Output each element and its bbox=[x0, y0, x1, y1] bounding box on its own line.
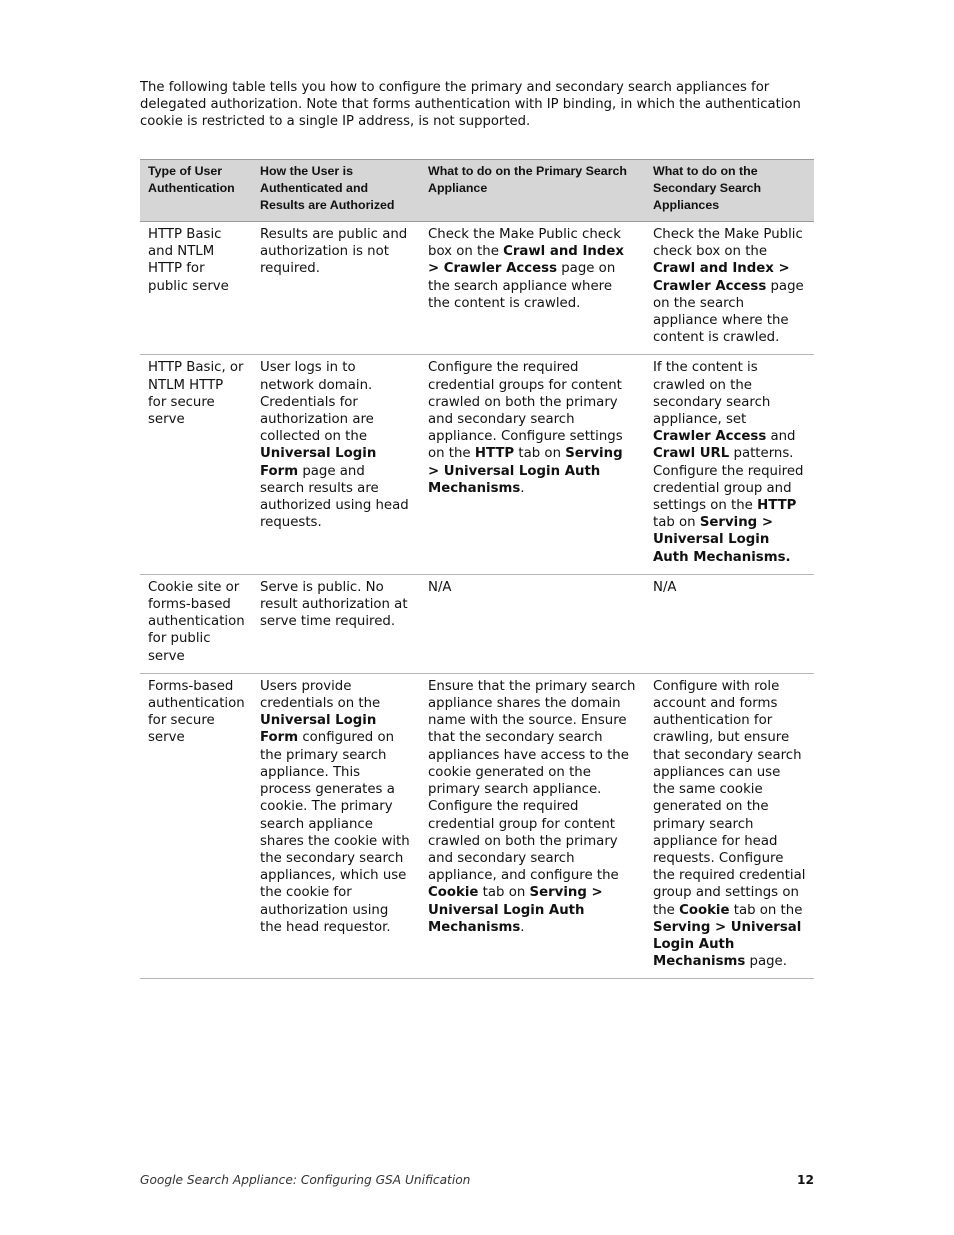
bold-ui-term: Crawl and Index > Crawler Access bbox=[653, 261, 790, 294]
table-row bbox=[140, 574, 814, 673]
cell-primary-action bbox=[420, 222, 645, 355]
table-row bbox=[140, 222, 814, 355]
text-run: page and search results are authorized using head requests. bbox=[260, 463, 409, 531]
authorization-table bbox=[140, 159, 814, 979]
cell-how-authenticated bbox=[252, 222, 420, 355]
text-run: N/A bbox=[428, 579, 452, 595]
bold-ui-term: Crawl and Index > Crawler Access bbox=[428, 244, 624, 277]
cell-auth-type: Forms-based authentication for secure serve bbox=[140, 673, 252, 978]
text-run: tab on bbox=[478, 885, 530, 901]
table-body bbox=[140, 222, 814, 979]
cell-secondary-action bbox=[645, 222, 814, 355]
cell-auth-type: Cookie site or forms-based authentication for public serve bbox=[140, 574, 252, 673]
text-run: page on the search appliance where the content is crawled. bbox=[428, 261, 616, 311]
text-run: If the content is crawled on the secondary search appliance, set bbox=[653, 360, 771, 428]
text-run: Serve is public. No result authorization at serve time required. bbox=[260, 579, 408, 630]
text-run: Configure the required credential groups for content crawled on both the primary and secondary search appliance. Configure settings on the bbox=[428, 360, 623, 462]
text-run: Check the Make Public check box on the bbox=[653, 227, 803, 260]
text-run: tab on the bbox=[729, 902, 803, 918]
bold-ui-term: Universal Login Form bbox=[260, 713, 377, 746]
text-run: configured on the primary search appliance. This process generates a cookie. The primary search appliance shares the cookie with the secondary search appliances, which use the cookie for authorization using the head requestor. bbox=[260, 730, 410, 935]
bold-ui-term: Crawler Access bbox=[653, 429, 767, 445]
text-run: page. bbox=[745, 954, 787, 970]
bold-ui-term: Crawl URL bbox=[653, 446, 730, 462]
cell-primary-action bbox=[420, 673, 645, 978]
text-run: Check the Make Public check box on the bbox=[428, 227, 621, 260]
cell-primary-action bbox=[420, 574, 645, 673]
bold-ui-term: Serving > Universal Login Auth Mechanisms bbox=[428, 446, 623, 496]
cell-auth-type: HTTP Basic, or NTLM HTTP for secure serve bbox=[140, 355, 252, 574]
text-run: User logs in to network domain. Credentials for authorization are collected on the bbox=[260, 360, 374, 445]
table-row bbox=[140, 355, 814, 574]
footer-page-number: 12 bbox=[797, 1173, 814, 1187]
bold-ui-term: HTTP bbox=[474, 446, 515, 462]
text-run: . bbox=[520, 480, 525, 496]
text-run: and bbox=[766, 429, 796, 445]
text-run: N/A bbox=[653, 579, 677, 595]
cell-secondary-action bbox=[645, 355, 814, 574]
text-run: Results are public and authorization is not required. bbox=[260, 227, 408, 277]
header-primary-appliance: What to do on the Primary Search Appliance bbox=[420, 160, 645, 222]
cell-how-authenticated bbox=[252, 574, 420, 673]
text-run: Configure with role account and forms authentication for crawling, but ensure that secondary search appliances can use the same cookie generated on the primary search appliance for head requests. Configure the required credential group and settings on the bbox=[653, 678, 806, 918]
cell-secondary-action bbox=[645, 673, 814, 978]
cell-secondary-action bbox=[645, 574, 814, 673]
text-run: page on the search appliance where the content is crawled. bbox=[653, 278, 804, 346]
cell-how-authenticated bbox=[252, 673, 420, 978]
header-type-of-user-authentication: Type of User Authentication bbox=[140, 160, 252, 222]
header-secondary-appliances: What to do on the Secondary Search Appliances bbox=[645, 160, 814, 222]
text-run: tab on bbox=[653, 515, 700, 531]
bold-ui-term: Serving > Universal Login Auth Mechanisms. bbox=[653, 515, 791, 565]
table-header-row bbox=[140, 160, 814, 222]
text-run: tab on bbox=[514, 446, 566, 462]
text-run: Users provide credentials on the bbox=[260, 678, 381, 712]
bold-ui-term: Universal Login Form bbox=[260, 446, 377, 479]
bold-ui-term: Serving > Universal Login Auth Mechanisms bbox=[428, 885, 603, 935]
bold-ui-term: HTTP bbox=[757, 498, 797, 514]
cell-primary-action bbox=[420, 355, 645, 574]
intro-paragraph: The following table tells you how to configure the primary and secondary search appliances for delegated authorization. Note that forms authentication with IP binding, in which the authentication cookie is restricted to a single IP address, is not supported. bbox=[140, 80, 801, 130]
text-run: Ensure that the primary search appliance shares the domain name with the source. Ensure that the secondary search appliances have access to the cookie generated on the primary search appliance. Configure the required credential group for content crawled on both the primary and secondary search appliance, and configure the bbox=[428, 678, 636, 884]
cell-how-authenticated bbox=[252, 355, 420, 574]
bold-ui-term: Cookie bbox=[679, 902, 730, 918]
footer-doc-title: Google Search Appliance: Configuring GSA Unification bbox=[140, 1173, 471, 1187]
header-how-user-is-authenticated: How the User is Authenticated and Results are Authorized bbox=[252, 160, 420, 222]
text-run: . bbox=[520, 919, 525, 935]
bold-ui-term: Cookie bbox=[428, 885, 479, 901]
text-run: patterns. Configure the required credential group and settings on the bbox=[653, 446, 804, 514]
cell-auth-type: HTTP Basic and NTLM HTTP for public serve bbox=[140, 222, 252, 355]
table-row bbox=[140, 673, 814, 978]
bold-ui-term: Serving > Universal Login Auth Mechanisms bbox=[653, 919, 802, 970]
